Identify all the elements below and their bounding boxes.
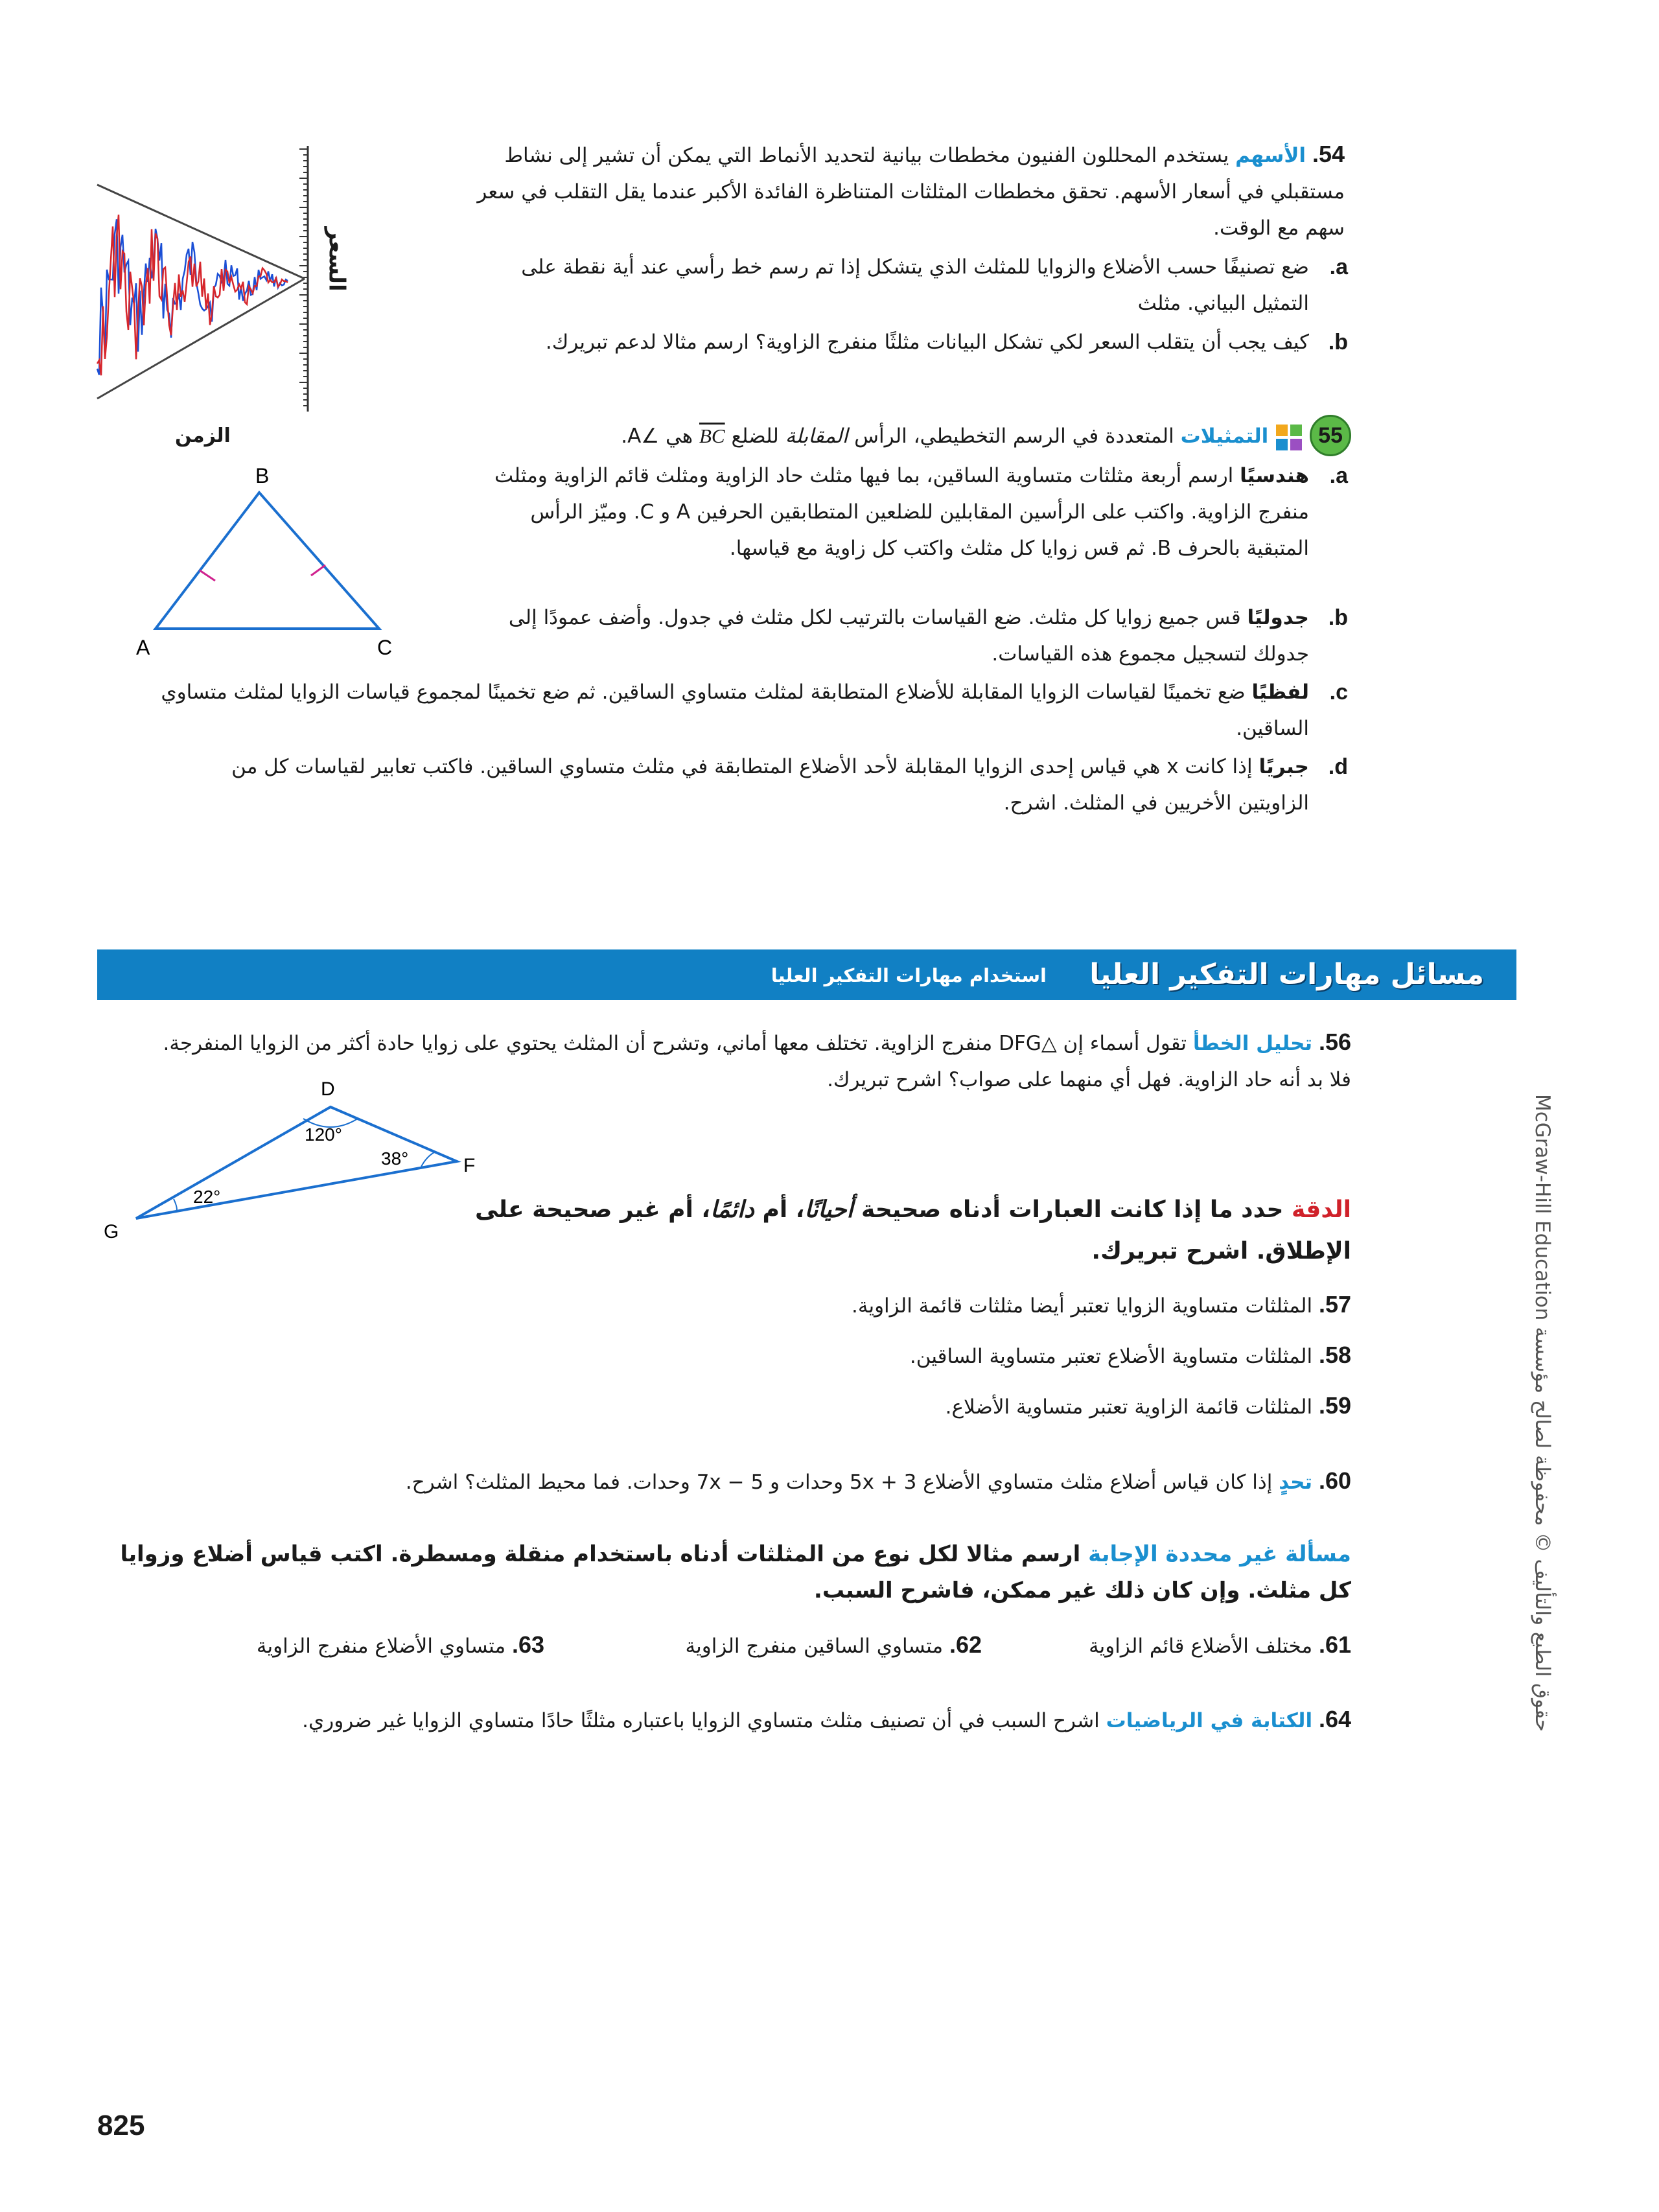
q55-c-keyword: لفظيًا bbox=[1251, 681, 1309, 704]
q62-text: متساوي الساقين منفرج الزاوية bbox=[685, 1635, 944, 1658]
q55-c-label: c. bbox=[1329, 680, 1348, 704]
q55-a-keyword: هندسيًا bbox=[1240, 464, 1309, 487]
q55-text-1: المتعددة في الرسم التخطيطي، الرأس bbox=[848, 425, 1181, 448]
isosceles-triangle-abc bbox=[123, 467, 408, 661]
page-number: 825 bbox=[97, 2110, 145, 2141]
angle-arc-g bbox=[174, 1199, 177, 1212]
q55-c-text: ضع تخمينًا لقياسات الزوايا المقابلة للأضلاع المتطابقة لمثلث متساوي الساقين. ثم ضع تخمينًا لمجموع قياسات الزوايا لمثلث متساوي الساقين. bbox=[161, 681, 1309, 740]
q55-segment-bc: BC bbox=[699, 425, 725, 447]
vertex-a: A bbox=[136, 636, 150, 659]
multiple-representations-icon bbox=[1275, 423, 1303, 452]
q58-text: المثلثات متساوية الأضلاع تعتبر متساوية الساقين. bbox=[909, 1345, 1313, 1368]
q55-keyword: التمثيلات bbox=[1180, 425, 1269, 448]
q54-b-label: b. bbox=[1328, 330, 1348, 355]
q55-part-a bbox=[467, 458, 1348, 566]
precision-text-1: حدد ما إذا كانت العبارات أدناه صحيحة bbox=[853, 1196, 1292, 1223]
q57-text: المثلثات متساوية الزوايا تعتبر أيضا مثلثات قائمة الزاوية. bbox=[851, 1294, 1313, 1318]
q56-text: تقول أسماء إن △DFG منفرج الزاوية. تختلف معها أماني، وتشرح أن المثلث يحتوي على زوايا حادة أكثر من الزوايا المنفرجة. فلا بد أنه حاد الزاوية. فهل أي منهما على صواب؟ اشرح تبريرك. bbox=[163, 1032, 1351, 1091]
q63-text: متساوي الأضلاع منفرج الزاوية bbox=[256, 1635, 506, 1658]
q61-number: 61. bbox=[1318, 1631, 1351, 1658]
q61 bbox=[988, 1627, 1351, 1664]
q55-part-d bbox=[156, 749, 1348, 821]
vertex-c: C bbox=[377, 636, 393, 659]
q54-keyword: الأسهم bbox=[1235, 144, 1306, 167]
q55-d-keyword: جبريًا bbox=[1259, 755, 1309, 778]
angle-f-measure: 38° bbox=[381, 1148, 409, 1169]
price-series-red bbox=[97, 215, 288, 375]
q61-text: مختلف الأضلاع قائم الزاوية bbox=[1089, 1635, 1313, 1658]
chart-time-label: الزمن bbox=[175, 425, 231, 447]
q55-d-label: d. bbox=[1328, 754, 1348, 779]
precision-text-3: ، أم غير صحيحة على الإطلاق. اشرح تبريرك. bbox=[474, 1196, 1351, 1264]
q54-a-label: a. bbox=[1329, 255, 1348, 279]
q64-text: اشرح السبب في أن تصنيف مثلث متساوي الزوايا باعتباره مثلثًا حادًا متساوي الزوايا غير ضروري. bbox=[302, 1709, 1106, 1732]
q55-part-c bbox=[156, 674, 1348, 747]
q55-text-italic: المقابلة bbox=[785, 425, 848, 447]
tick-mark-bc bbox=[311, 565, 325, 576]
q60-text: إذا كان قياس أضلاع مثلث متساوي الأضلاع 5x + 3 وحدات و 7x − 5 وحدات. فما محيط المثلث؟ اشرح. bbox=[405, 1471, 1279, 1494]
q54-b-text: كيف يجب أن يتقلب السعر لكي تشكل البيانات مثلثًا منفرج الزاوية؟ ارسم مثالا لدعم تبريرك. bbox=[545, 331, 1309, 354]
q54-number: 54. bbox=[1312, 141, 1345, 167]
stock-triangle-chart bbox=[91, 143, 363, 415]
q59-number: 59. bbox=[1318, 1392, 1351, 1419]
q54-part-a bbox=[512, 249, 1348, 321]
q55-b-keyword: جدوليًا bbox=[1247, 606, 1309, 629]
open-ended-prompt bbox=[94, 1536, 1351, 1609]
q59-text: المثلثات قائمة الزاوية تعتبر متساوية الأضلاع. bbox=[945, 1395, 1313, 1419]
q60-number: 60. bbox=[1318, 1467, 1351, 1494]
q64 bbox=[172, 1701, 1351, 1739]
copyright-notice: حقوق الطبع والتأليف © محفوظة لصالح مؤسسة McGraw-Hill Education bbox=[1531, 1093, 1554, 1732]
q55-a-text: ارسم أربعة مثلثات متساوية الساقين، بما فيها مثلث حاد الزاوية ومثلث قائم الزاوية ومثلث منفرج الزاوية. واكتب على الرأسين المقابلين للضلعين المتطابقين الحرفين A و C. وميّز الرأس المتبقية بالحرف B. ثم قس زوايا كل مثلث واكتب كل زاوية مع قياسها. bbox=[494, 464, 1309, 560]
q63-number: 63. bbox=[511, 1631, 544, 1658]
precision-prompt bbox=[444, 1189, 1351, 1272]
lower-trendline bbox=[97, 279, 305, 399]
q58-number: 58. bbox=[1318, 1342, 1351, 1368]
q59 bbox=[379, 1388, 1351, 1425]
vertex-b: B bbox=[255, 467, 270, 487]
q55-b-label: b. bbox=[1328, 605, 1348, 630]
q57 bbox=[379, 1286, 1351, 1324]
precision-italic-2: دائمًا bbox=[710, 1196, 754, 1223]
open-ended-text: ارسم مثالا لكل نوع من المثلثات أدناه باستخدام منقلة ومسطرة. اكتب قياس أضلاع وزوايا كل مثلث. وإن كان ذلك غير ممكن، فاشرح السبب. bbox=[120, 1541, 1351, 1603]
q60-keyword: تحدٍ bbox=[1279, 1471, 1313, 1494]
q55-a-label: a. bbox=[1329, 463, 1348, 488]
q54-part-b bbox=[512, 324, 1348, 360]
banner-title: مسائل مهارات التفكير العليا bbox=[1089, 958, 1484, 991]
tick-mark-ab bbox=[200, 570, 215, 581]
vertex-g: G bbox=[104, 1221, 119, 1242]
q55-header bbox=[405, 415, 1351, 456]
open-ended-keyword: مسألة غير محددة الإجابة bbox=[1088, 1541, 1351, 1567]
precision-italic-1: أحيانًا bbox=[804, 1196, 853, 1223]
triangle-dfg-outline bbox=[136, 1107, 457, 1218]
precision-text-2: ، أم bbox=[754, 1196, 805, 1223]
hots-banner bbox=[97, 949, 1516, 1000]
q58 bbox=[379, 1337, 1351, 1375]
q60 bbox=[185, 1463, 1351, 1500]
q55-text-3: هي ∠A. bbox=[621, 425, 699, 448]
q62 bbox=[619, 1627, 982, 1664]
angle-d-measure: 120° bbox=[305, 1124, 342, 1145]
q54-block bbox=[476, 136, 1345, 246]
q56-keyword: تحليل الخطأ bbox=[1192, 1032, 1313, 1055]
q63 bbox=[181, 1627, 544, 1664]
vertex-f: F bbox=[463, 1155, 476, 1176]
vertex-d: D bbox=[321, 1078, 335, 1100]
q55-part-b bbox=[467, 600, 1348, 672]
q55-text-2: للضلع bbox=[725, 425, 785, 448]
q55-b-text: قس جميع زوايا كل مثلث. ضع القياسات بالترتيب لكل مثلث في جدول. وأضف عمودًا إلى جدولك لتسجيل مجموع هذه القياسات. bbox=[508, 606, 1309, 666]
q57-number: 57. bbox=[1318, 1291, 1351, 1318]
q62-number: 62. bbox=[949, 1631, 982, 1658]
q55-number-badge: 55 bbox=[1310, 415, 1351, 456]
q54-text: يستخدم المحللون الفنيون مخططات بيانية لتحديد الأنماط التي يمكن أن تشير إلى نشاط مستقبلي في أسعار الأسهم. تحقق مخططات المثلثات المتناظرة الفائدة الأكبر عندما يقل التقلب في سعر سهم مع الوقت. bbox=[477, 144, 1345, 240]
q54-a-text: ضع تصنيفًا حسب الأضلاع والزوايا للمثلث الذي يتشكل إذا تم رسم خط رأسي عند أية نقطة على التمثيل البياني. مثلث bbox=[521, 255, 1309, 315]
chart-price-label: السعر bbox=[323, 227, 350, 292]
precision-keyword: الدقة bbox=[1291, 1196, 1351, 1223]
banner-subtitle: استخدام مهارات التفكير العليا bbox=[771, 964, 1047, 986]
q64-keyword: الكتابة في الرياضيات bbox=[1106, 1709, 1313, 1732]
triangle-abc bbox=[156, 493, 379, 629]
triangle-dfg bbox=[97, 1076, 486, 1244]
angle-g-measure: 22° bbox=[193, 1187, 221, 1207]
angle-arc-f bbox=[421, 1152, 434, 1167]
q64-number: 64. bbox=[1318, 1706, 1351, 1732]
q56-number: 56. bbox=[1318, 1029, 1351, 1055]
q55-d-text: إذا كانت x هي قياس إحدى الزوايا المقابلة لأحد الأضلاع المتطابقة في مثلث متساوي الساقين. فاكتب تعابير لقياسات كل من الزاويتين الأخريين في المثلث. اشرح. bbox=[231, 755, 1309, 815]
